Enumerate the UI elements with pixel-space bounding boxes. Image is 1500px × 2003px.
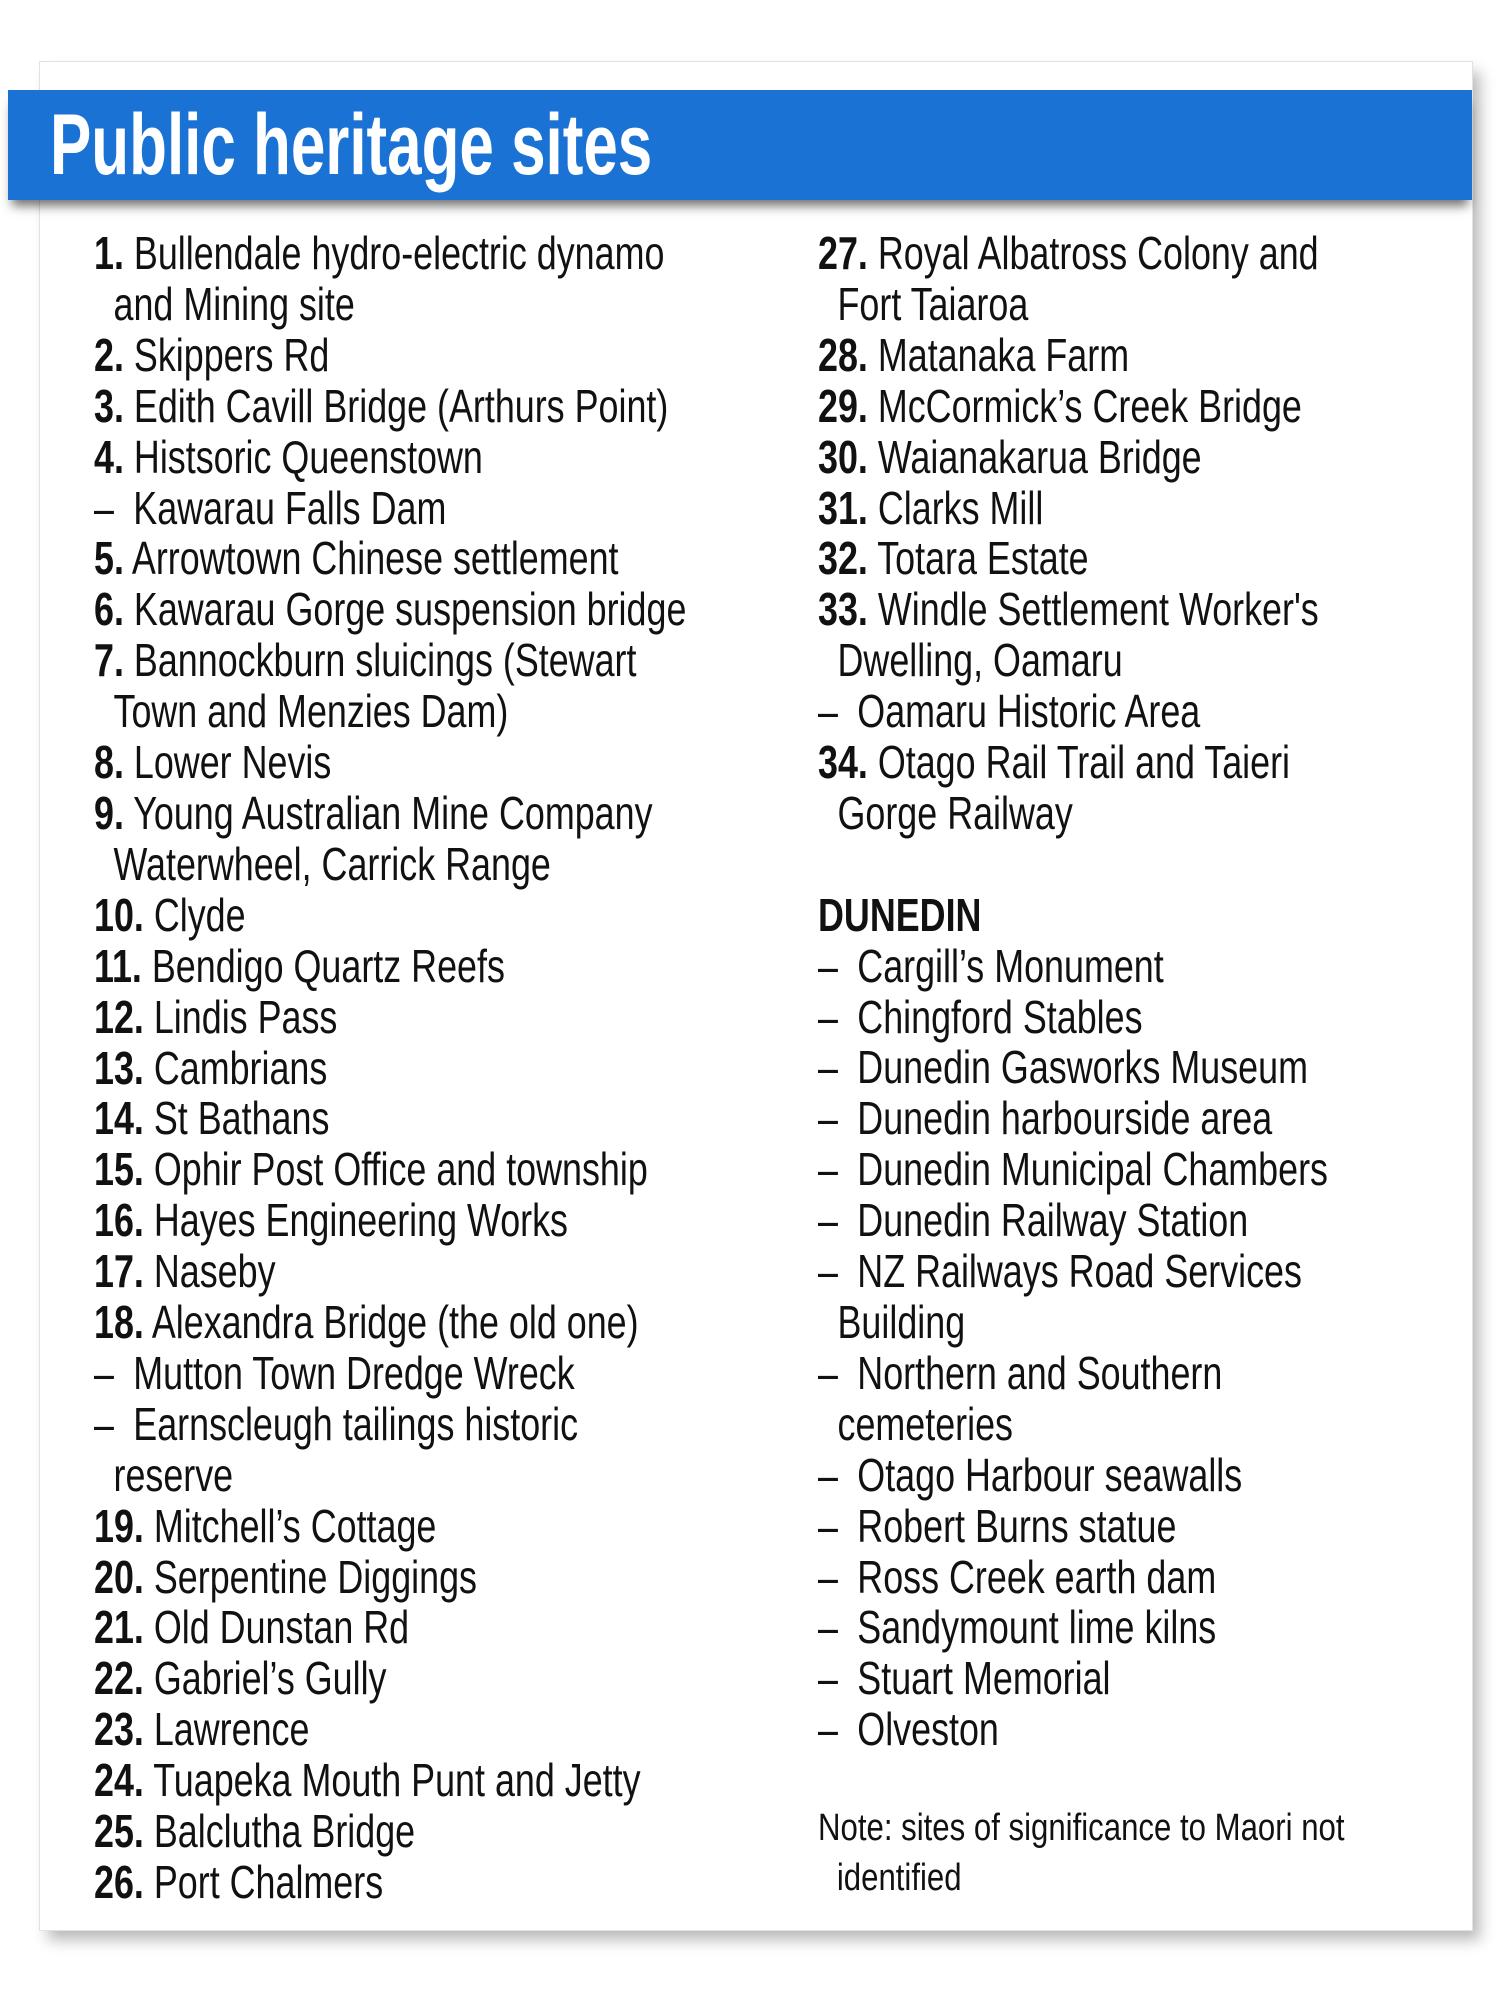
site-name: Northern and Southern	[857, 1346, 1223, 1399]
site-name-line: cemeteries	[837, 1397, 1013, 1450]
site-item	[818, 1653, 1457, 1704]
right-site-list	[818, 228, 1458, 839]
site-item-continuation	[818, 635, 1476, 686]
site-name-line: Gorge Railway	[837, 786, 1073, 839]
site-number: 8.	[94, 736, 124, 789]
site-item	[94, 1348, 783, 1399]
dunedin-site-list	[818, 941, 1458, 1756]
site-number: 30.	[818, 430, 868, 483]
site-item	[94, 1297, 783, 1348]
site-name: Otago Harbour seawalls	[857, 1448, 1243, 1501]
left-site-list	[94, 228, 784, 1908]
bullet-dash: –	[818, 1448, 838, 1501]
site-item-continuation	[94, 839, 802, 890]
site-name: Stuart Memorial	[857, 1652, 1111, 1705]
site-name: Cargill’s Monument	[857, 939, 1164, 992]
site-number: 14.	[94, 1092, 144, 1145]
site-item	[818, 483, 1457, 534]
right-column	[818, 228, 1458, 1903]
site-item	[94, 635, 783, 686]
bullet-dash: –	[818, 1550, 838, 1603]
site-name: Clyde	[153, 888, 246, 941]
site-name-line: and Mining site	[113, 277, 355, 330]
site-item	[818, 1093, 1457, 1144]
site-name-line: Town and Menzies Dam)	[113, 685, 509, 738]
site-name: Dunedin Gasworks Museum	[857, 1041, 1308, 1094]
bullet-dash: –	[818, 1092, 838, 1145]
site-item	[818, 737, 1457, 788]
site-item	[94, 941, 783, 992]
bullet-dash: –	[818, 685, 838, 738]
site-item	[818, 686, 1457, 737]
site-item	[818, 1144, 1457, 1195]
site-name-line: reserve	[113, 1448, 234, 1501]
site-name: NZ Railways Road Services	[857, 1245, 1302, 1298]
site-name: Matanaka Farm	[877, 328, 1130, 381]
site-name: Port Chalmers	[153, 1856, 384, 1908]
site-item-continuation	[818, 788, 1476, 839]
bullet-dash: –	[818, 1601, 838, 1654]
site-item	[94, 1399, 783, 1450]
bullet-dash: –	[818, 1346, 838, 1399]
site-name: Gabriel’s Gully	[153, 1652, 387, 1705]
bullet-dash: –	[94, 481, 114, 534]
site-item	[94, 483, 783, 534]
site-number: 20.	[94, 1550, 144, 1603]
site-number: 10.	[94, 888, 144, 941]
site-name: Tuapeka Mouth Punt and Jetty	[153, 1754, 641, 1807]
site-name-line: Building	[837, 1296, 966, 1349]
site-item	[818, 1501, 1457, 1552]
site-name: Arrowtown Chinese settlement	[131, 532, 619, 585]
site-name: Lawrence	[153, 1703, 310, 1756]
bullet-dash: –	[818, 1703, 838, 1756]
site-name: Serpentine Diggings	[153, 1550, 477, 1603]
site-item	[94, 1857, 783, 1908]
site-number: 15.	[94, 1143, 144, 1196]
site-name: Chingford Stables	[857, 990, 1143, 1043]
site-item	[94, 788, 783, 839]
site-number: 4.	[94, 430, 124, 483]
site-name: Robert Burns statue	[857, 1499, 1177, 1552]
site-item	[818, 228, 1457, 279]
site-item	[818, 1602, 1457, 1653]
site-name: Lower Nevis	[133, 736, 332, 789]
site-name: Sandymount lime kilns	[857, 1601, 1217, 1654]
site-item	[818, 1704, 1457, 1755]
site-name: Totara Estate	[877, 532, 1089, 585]
site-item	[818, 1450, 1457, 1501]
site-item	[94, 381, 783, 432]
site-name: Dunedin Railway Station	[857, 1194, 1249, 1247]
site-name-line: Dwelling, Oamaru	[837, 634, 1123, 687]
bullet-dash: –	[818, 1194, 838, 1247]
site-item-continuation	[818, 1399, 1476, 1450]
site-item	[818, 941, 1457, 992]
site-name: Young Australian Mine Company	[133, 786, 653, 839]
dunedin-heading: DUNEDIN	[818, 888, 982, 941]
site-name: Mitchell’s Cottage	[153, 1499, 437, 1552]
site-item	[818, 1246, 1457, 1297]
site-item	[94, 1043, 783, 1094]
site-number: 2.	[94, 328, 124, 381]
site-number: 17.	[94, 1245, 144, 1298]
site-item	[818, 584, 1457, 635]
site-name: Bannockburn sluicings (Stewart	[133, 634, 637, 687]
site-item-continuation	[94, 686, 802, 737]
site-item	[94, 330, 783, 381]
site-item	[94, 432, 783, 483]
site-name: Ross Creek earth dam	[857, 1550, 1217, 1603]
site-number: 33.	[818, 583, 868, 636]
site-number: 18.	[94, 1296, 144, 1349]
site-number: 25.	[94, 1805, 144, 1858]
site-number: 23.	[94, 1703, 144, 1756]
site-name: Alexandra Bridge (the old one)	[151, 1296, 639, 1349]
site-number: 3.	[94, 379, 124, 432]
site-name: Kawarau Gorge suspension bridge	[133, 583, 687, 636]
site-item	[94, 992, 783, 1043]
site-item	[94, 1755, 783, 1806]
site-number: 29.	[818, 379, 868, 432]
site-number: 19.	[94, 1499, 144, 1552]
site-item	[94, 228, 783, 279]
site-item	[818, 1042, 1457, 1093]
site-item	[94, 890, 783, 941]
left-column	[94, 228, 784, 1908]
site-number: 32.	[818, 532, 868, 585]
title-banner	[8, 90, 1472, 200]
footnote-line-2: identified	[836, 1857, 962, 1900]
site-item	[94, 533, 783, 584]
site-name: Dunedin Municipal Chambers	[857, 1143, 1328, 1196]
site-item	[94, 1246, 783, 1297]
site-name-line: Fort Taiaroa	[837, 277, 1029, 330]
site-item	[94, 1602, 783, 1653]
site-item	[818, 533, 1457, 584]
bullet-dash: –	[94, 1346, 114, 1399]
site-item	[818, 1348, 1457, 1399]
site-item	[94, 1704, 783, 1755]
site-name: Old Dunstan Rd	[153, 1601, 410, 1654]
site-number: 26.	[94, 1856, 144, 1908]
site-name: Mutton Town Dredge Wreck	[133, 1346, 575, 1399]
bullet-dash: –	[818, 1143, 838, 1196]
site-item	[94, 1195, 783, 1246]
site-number: 9.	[94, 786, 124, 839]
site-name: Dunedin harbourside area	[857, 1092, 1273, 1145]
site-name: Edith Cavill Bridge (Arthurs Point)	[133, 379, 669, 432]
site-item-continuation	[94, 1450, 802, 1501]
site-item	[94, 1144, 783, 1195]
site-name: Lindis Pass	[153, 990, 338, 1043]
site-name: Kawarau Falls Dam	[133, 481, 447, 534]
site-item	[94, 737, 783, 788]
bullet-dash: –	[818, 990, 838, 1043]
site-item	[818, 1195, 1457, 1246]
site-name: Skippers Rd	[133, 328, 330, 381]
site-number: 28.	[818, 328, 868, 381]
site-name: Balclutha Bridge	[153, 1805, 416, 1858]
site-item-continuation	[818, 279, 1476, 330]
site-name: Cambrians	[153, 1041, 328, 1094]
site-number: 27.	[818, 227, 868, 279]
site-number: 34.	[818, 736, 868, 789]
site-name: Bullendale hydro-electric dynamo	[133, 227, 665, 279]
bullet-dash: –	[818, 1041, 838, 1094]
site-item-continuation	[94, 279, 802, 330]
site-item	[818, 432, 1457, 483]
site-number: 6.	[94, 583, 124, 636]
site-name: Ophir Post Office and township	[153, 1143, 648, 1196]
site-name: Royal Albatross Colony and	[877, 227, 1319, 279]
site-item	[94, 1093, 783, 1144]
bullet-dash: –	[818, 1499, 838, 1552]
site-name: Waianakarua Bridge	[877, 430, 1202, 483]
site-item	[818, 992, 1457, 1043]
site-name: Hayes Engineering Works	[153, 1194, 569, 1247]
site-item	[94, 1552, 783, 1603]
site-name-line: Waterwheel, Carrick Range	[113, 837, 551, 890]
page-title: Public heritage sites	[50, 97, 653, 193]
bullet-dash: –	[818, 939, 838, 992]
site-name: Otago Rail Trail and Taieri	[877, 736, 1291, 789]
site-name: Olveston	[857, 1703, 999, 1756]
site-name: Bendigo Quartz Reefs	[151, 939, 505, 992]
site-name: Windle Settlement Worker's	[877, 583, 1319, 636]
site-name: Oamaru Historic Area	[857, 685, 1201, 738]
bullet-dash: –	[94, 1397, 114, 1450]
site-number: 31.	[818, 481, 868, 534]
site-item-continuation	[818, 1297, 1476, 1348]
footnote-line-1: Note: sites of significance to Maori not	[818, 1807, 1345, 1850]
site-item	[818, 330, 1457, 381]
site-item	[94, 1501, 783, 1552]
site-number: 13.	[94, 1041, 144, 1094]
site-item	[94, 584, 783, 635]
site-number: 16.	[94, 1194, 144, 1247]
site-number: 7.	[94, 634, 124, 687]
site-item	[818, 1552, 1457, 1603]
site-number: 22.	[94, 1652, 144, 1705]
site-name: St Bathans	[153, 1092, 330, 1145]
site-item	[94, 1653, 783, 1704]
site-name: McCormick’s Creek Bridge	[877, 379, 1302, 432]
site-number: 11.	[94, 939, 142, 992]
bullet-dash: –	[818, 1652, 838, 1705]
site-name: Earnscleugh tailings historic	[133, 1397, 579, 1450]
footnote	[818, 1803, 1343, 1903]
bullet-dash: –	[818, 1245, 838, 1298]
site-number: 21.	[94, 1601, 144, 1654]
site-item	[818, 381, 1457, 432]
site-item	[94, 1806, 783, 1857]
site-name: Naseby	[153, 1245, 276, 1298]
site-name: Histsoric Queenstown	[133, 430, 483, 483]
site-number: 12.	[94, 990, 144, 1043]
site-number: 24.	[94, 1754, 144, 1807]
site-number: 1.	[94, 227, 124, 279]
site-name: Clarks Mill	[877, 481, 1044, 534]
site-number: 5.	[94, 532, 124, 585]
